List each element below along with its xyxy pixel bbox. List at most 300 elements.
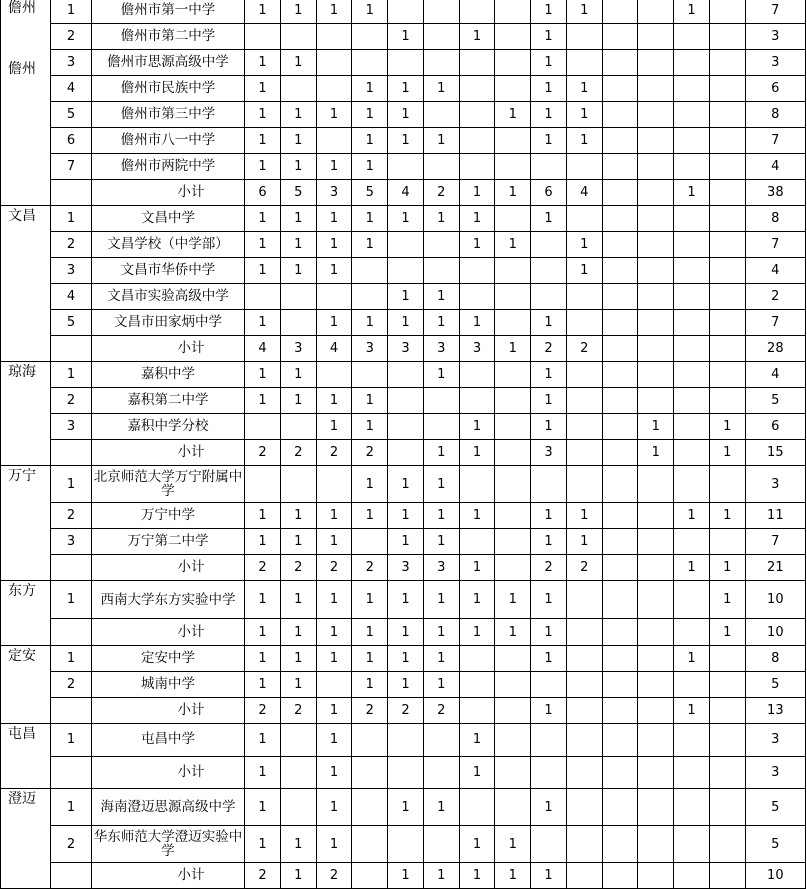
count-cell: 1 [245, 102, 281, 128]
count-cell: 1 [316, 206, 352, 232]
subtotal-total: 3 [745, 756, 805, 789]
count-cell: 1 [388, 284, 424, 310]
count-cell: 1 [245, 0, 281, 24]
table-row [1, 206, 806, 232]
count-cell [602, 284, 638, 310]
row-number: 7 [51, 154, 92, 180]
count-cell [459, 154, 495, 180]
row-number: 2 [51, 24, 92, 50]
count-cell: 1 [495, 232, 531, 258]
subtotal-cell: 1 [316, 756, 352, 789]
count-cell: 1 [423, 128, 459, 154]
subtotal-cell: 2 [566, 555, 602, 581]
count-cell [531, 154, 567, 180]
count-cell [459, 388, 495, 414]
count-cell [566, 362, 602, 388]
count-cell: 1 [388, 76, 424, 102]
count-cell [709, 50, 745, 76]
row-number: 4 [51, 284, 92, 310]
count-cell [602, 128, 638, 154]
count-cell [495, 724, 531, 757]
count-cell [674, 362, 710, 388]
count-cell: 1 [709, 503, 745, 529]
subtotal-cell [495, 756, 531, 789]
count-cell: 1 [459, 310, 495, 336]
count-cell [388, 258, 424, 284]
count-cell [423, 826, 459, 863]
count-cell [638, 258, 674, 284]
subtotal-cell: 2 [423, 180, 459, 206]
count-cell: 1 [245, 128, 281, 154]
count-cell [709, 24, 745, 50]
count-cell: 1 [245, 362, 281, 388]
count-cell [352, 50, 388, 76]
count-cell [602, 388, 638, 414]
count-cell [388, 232, 424, 258]
row-total: 7 [745, 232, 805, 258]
count-cell: 1 [459, 414, 495, 440]
count-cell [245, 24, 281, 50]
count-cell [388, 0, 424, 24]
row-number: 1 [51, 0, 92, 24]
count-cell: 1 [280, 388, 316, 414]
subtotal-row [1, 440, 806, 466]
count-cell [388, 50, 424, 76]
school-name: 儋州市第三中学 [91, 102, 244, 128]
count-cell [638, 362, 674, 388]
count-cell [602, 466, 638, 503]
count-cell: 1 [388, 310, 424, 336]
region-cell [1, 581, 51, 646]
count-cell: 1 [280, 206, 316, 232]
subtotal-cell: 1 [388, 619, 424, 646]
count-cell [566, 388, 602, 414]
count-cell [316, 24, 352, 50]
count-cell: 1 [316, 724, 352, 757]
count-cell: 1 [352, 128, 388, 154]
count-cell [566, 24, 602, 50]
subtotal-cell [602, 336, 638, 362]
count-cell: 1 [531, 503, 567, 529]
subtotal-no-cell [51, 336, 92, 362]
count-cell: 1 [388, 789, 424, 826]
count-cell: 1 [316, 154, 352, 180]
count-cell [566, 284, 602, 310]
count-cell [674, 102, 710, 128]
count-cell: 1 [352, 0, 388, 24]
subtotal-cell: 1 [245, 756, 281, 789]
school-name: 儋州市八一中学 [91, 128, 244, 154]
subtotal-cell [638, 756, 674, 789]
row-total: 3 [745, 466, 805, 503]
count-cell: 1 [245, 672, 281, 698]
count-cell [423, 24, 459, 50]
count-cell [495, 0, 531, 24]
count-cell: 1 [352, 102, 388, 128]
count-cell [709, 724, 745, 757]
count-cell [566, 826, 602, 863]
subtotal-cell [495, 555, 531, 581]
row-total: 8 [745, 206, 805, 232]
count-cell: 1 [245, 154, 281, 180]
count-cell: 1 [245, 581, 281, 619]
region-label: 儋州 [8, 61, 36, 77]
count-cell: 1 [352, 414, 388, 440]
row-number: 2 [51, 826, 92, 863]
count-cell [566, 646, 602, 672]
count-cell [709, 206, 745, 232]
subtotal-cell: 1 [709, 555, 745, 581]
subtotal-cell: 2 [423, 698, 459, 724]
subtotal-cell: 3 [280, 336, 316, 362]
count-cell: 1 [423, 284, 459, 310]
table-row [1, 529, 806, 555]
subtotal-cell: 1 [316, 698, 352, 724]
subtotal-label: 小计 [91, 555, 244, 581]
subtotal-cell: 1 [423, 863, 459, 889]
count-cell [602, 646, 638, 672]
subtotal-cell: 2 [531, 555, 567, 581]
school-name: 文昌学校（中学部） [91, 232, 244, 258]
count-cell: 1 [316, 258, 352, 284]
subtotal-cell: 1 [280, 863, 316, 889]
count-cell [638, 529, 674, 555]
subtotal-cell: 1 [423, 440, 459, 466]
school-name: 城南中学 [91, 672, 244, 698]
subtotal-cell [566, 440, 602, 466]
subtotal-cell: 2 [316, 440, 352, 466]
row-total: 7 [745, 529, 805, 555]
count-cell [495, 646, 531, 672]
count-cell [566, 672, 602, 698]
count-cell [709, 258, 745, 284]
count-cell: 1 [459, 724, 495, 757]
subtotal-cell [674, 336, 710, 362]
count-cell: 1 [352, 466, 388, 503]
region-cell [1, 466, 51, 581]
count-cell: 1 [316, 388, 352, 414]
count-cell [423, 258, 459, 284]
row-number: 1 [51, 724, 92, 757]
count-cell: 1 [531, 102, 567, 128]
count-cell [638, 646, 674, 672]
count-cell [709, 154, 745, 180]
count-cell [423, 102, 459, 128]
school-name: 文昌中学 [91, 206, 244, 232]
subtotal-label: 小计 [91, 336, 244, 362]
count-cell [352, 789, 388, 826]
count-cell: 1 [531, 50, 567, 76]
count-cell [495, 672, 531, 698]
subtotal-cell [602, 440, 638, 466]
count-cell [674, 50, 710, 76]
count-cell [638, 789, 674, 826]
subtotal-cell: 2 [352, 698, 388, 724]
count-cell: 1 [459, 206, 495, 232]
school-name: 儋州市第二中学 [91, 24, 244, 50]
count-cell [638, 232, 674, 258]
table-row [1, 24, 806, 50]
count-cell [495, 128, 531, 154]
count-cell [602, 672, 638, 698]
count-cell [638, 128, 674, 154]
subtotal-cell: 1 [495, 180, 531, 206]
region-cell [1, 206, 51, 362]
count-cell [531, 724, 567, 757]
subtotal-cell [638, 698, 674, 724]
count-cell [709, 466, 745, 503]
count-cell [352, 826, 388, 863]
count-cell: 1 [531, 76, 567, 102]
count-cell [709, 826, 745, 863]
count-cell: 1 [280, 258, 316, 284]
table-row [1, 310, 806, 336]
count-cell [316, 362, 352, 388]
count-cell [674, 310, 710, 336]
count-cell: 1 [566, 0, 602, 24]
row-number: 2 [51, 503, 92, 529]
subtotal-no-cell [51, 619, 92, 646]
count-cell [674, 826, 710, 863]
count-cell: 1 [388, 206, 424, 232]
count-cell: 1 [316, 581, 352, 619]
count-cell [709, 388, 745, 414]
row-total: 4 [745, 258, 805, 284]
count-cell: 1 [566, 232, 602, 258]
subtotal-cell: 2 [316, 863, 352, 889]
count-cell [566, 466, 602, 503]
table-row [1, 466, 806, 503]
count-cell: 1 [388, 646, 424, 672]
count-cell: 1 [316, 646, 352, 672]
row-number: 1 [51, 581, 92, 619]
count-cell [674, 414, 710, 440]
count-cell [602, 24, 638, 50]
subtotal-label: 小计 [91, 756, 244, 789]
row-total: 8 [745, 102, 805, 128]
school-name: 文昌市实验高级中学 [91, 284, 244, 310]
count-cell: 1 [280, 0, 316, 24]
count-cell: 1 [352, 646, 388, 672]
count-cell: 1 [495, 826, 531, 863]
count-cell [566, 581, 602, 619]
count-cell [495, 24, 531, 50]
count-cell [388, 154, 424, 180]
count-cell: 1 [531, 646, 567, 672]
count-cell [638, 24, 674, 50]
count-cell [352, 362, 388, 388]
row-number: 1 [51, 206, 92, 232]
count-cell [566, 310, 602, 336]
count-cell [459, 646, 495, 672]
count-cell: 1 [280, 529, 316, 555]
count-cell [459, 672, 495, 698]
count-cell [495, 503, 531, 529]
subtotal-cell: 4 [245, 336, 281, 362]
count-cell [245, 284, 281, 310]
school-name: 北京师范大学万宁附属中学 [91, 466, 244, 503]
subtotal-row [1, 555, 806, 581]
count-cell: 1 [316, 529, 352, 555]
table-row [1, 154, 806, 180]
subtotal-cell: 6 [531, 180, 567, 206]
row-total: 10 [745, 581, 805, 619]
count-cell [674, 529, 710, 555]
subtotal-cell [709, 336, 745, 362]
count-cell: 1 [674, 503, 710, 529]
count-cell: 1 [531, 362, 567, 388]
subtotal-cell: 3 [459, 336, 495, 362]
region-label: 儋州 [8, 0, 36, 16]
count-cell: 1 [316, 503, 352, 529]
region-cell [1, 724, 51, 789]
count-cell [602, 503, 638, 529]
count-cell [495, 466, 531, 503]
subtotal-cell: 1 [459, 863, 495, 889]
count-cell [459, 258, 495, 284]
count-cell [602, 724, 638, 757]
subtotal-cell: 1 [709, 440, 745, 466]
subtotal-cell [674, 440, 710, 466]
count-cell [566, 206, 602, 232]
table-row [1, 414, 806, 440]
subtotal-cell: 1 [531, 698, 567, 724]
school-name: 华东师范大学澄迈实验中学 [91, 826, 244, 863]
count-cell [709, 789, 745, 826]
count-cell [674, 76, 710, 102]
subtotal-cell: 5 [280, 180, 316, 206]
count-cell [709, 646, 745, 672]
school-name: 嘉积中学 [91, 362, 244, 388]
school-name: 儋州市思源高级中学 [91, 50, 244, 76]
subtotal-cell: 2 [280, 555, 316, 581]
row-total: 7 [745, 0, 805, 24]
subtotal-cell: 2 [280, 698, 316, 724]
subtotal-cell: 1 [459, 756, 495, 789]
row-total: 5 [745, 826, 805, 863]
region-cell [1, 646, 51, 724]
count-cell: 1 [531, 529, 567, 555]
count-cell [495, 310, 531, 336]
count-cell: 1 [423, 310, 459, 336]
row-total: 5 [745, 789, 805, 826]
count-cell: 1 [388, 581, 424, 619]
school-name: 嘉积第二中学 [91, 388, 244, 414]
count-cell [352, 724, 388, 757]
count-cell [531, 258, 567, 284]
count-cell: 1 [423, 362, 459, 388]
count-cell: 1 [531, 310, 567, 336]
subtotal-cell: 6 [245, 180, 281, 206]
count-cell: 1 [674, 646, 710, 672]
count-cell: 1 [566, 529, 602, 555]
subtotal-row [1, 336, 806, 362]
subtotal-cell [674, 619, 710, 646]
subtotal-row [1, 619, 806, 646]
subtotal-cell: 3 [423, 555, 459, 581]
count-cell [280, 724, 316, 757]
subtotal-cell [280, 756, 316, 789]
region-label: 万宁 [8, 468, 36, 484]
school-name: 文昌市田家炳中学 [91, 310, 244, 336]
subtotal-cell: 1 [531, 863, 567, 889]
count-cell [423, 414, 459, 440]
count-cell: 1 [352, 76, 388, 102]
school-name: 西南大学东方实验中学 [91, 581, 244, 619]
count-cell [709, 529, 745, 555]
count-cell: 1 [495, 102, 531, 128]
row-number: 1 [51, 362, 92, 388]
row-number: 1 [51, 789, 92, 826]
count-cell: 1 [531, 789, 567, 826]
subtotal-cell [566, 756, 602, 789]
subtotal-cell: 1 [245, 619, 281, 646]
count-cell [602, 826, 638, 863]
subtotal-cell: 2 [245, 863, 281, 889]
table-row [1, 102, 806, 128]
count-cell [638, 0, 674, 24]
row-number: 1 [51, 646, 92, 672]
row-number: 3 [51, 414, 92, 440]
count-cell [674, 388, 710, 414]
table-row [1, 724, 806, 757]
count-cell: 1 [566, 102, 602, 128]
subtotal-cell [388, 440, 424, 466]
subtotal-cell [638, 619, 674, 646]
subtotal-no-cell [51, 698, 92, 724]
count-cell [674, 128, 710, 154]
count-cell [638, 76, 674, 102]
count-cell [459, 0, 495, 24]
count-cell [566, 50, 602, 76]
count-cell [602, 232, 638, 258]
subtotal-cell: 2 [352, 555, 388, 581]
subtotal-cell: 2 [566, 336, 602, 362]
subtotal-cell: 3 [531, 440, 567, 466]
table-row [1, 646, 806, 672]
table-row [1, 128, 806, 154]
subtotal-cell: 1 [531, 619, 567, 646]
count-cell: 1 [245, 388, 281, 414]
subtotal-cell: 2 [316, 555, 352, 581]
count-cell: 1 [280, 50, 316, 76]
count-cell [602, 789, 638, 826]
count-cell: 1 [459, 826, 495, 863]
table-row [1, 672, 806, 698]
count-cell: 1 [423, 789, 459, 826]
count-cell [495, 76, 531, 102]
count-cell [674, 284, 710, 310]
count-cell [531, 826, 567, 863]
subtotal-row [1, 756, 806, 789]
count-cell: 1 [388, 529, 424, 555]
count-cell [638, 206, 674, 232]
school-name: 文昌市华侨中学 [91, 258, 244, 284]
region-cell [1, 362, 51, 466]
count-cell [638, 724, 674, 757]
row-number: 3 [51, 529, 92, 555]
count-cell [566, 414, 602, 440]
row-total: 3 [745, 50, 805, 76]
count-cell [709, 232, 745, 258]
table-row [1, 503, 806, 529]
count-cell [388, 362, 424, 388]
subtotal-label: 小计 [91, 619, 244, 646]
row-number: 4 [51, 76, 92, 102]
count-cell [709, 672, 745, 698]
count-cell: 1 [531, 0, 567, 24]
count-cell [495, 50, 531, 76]
